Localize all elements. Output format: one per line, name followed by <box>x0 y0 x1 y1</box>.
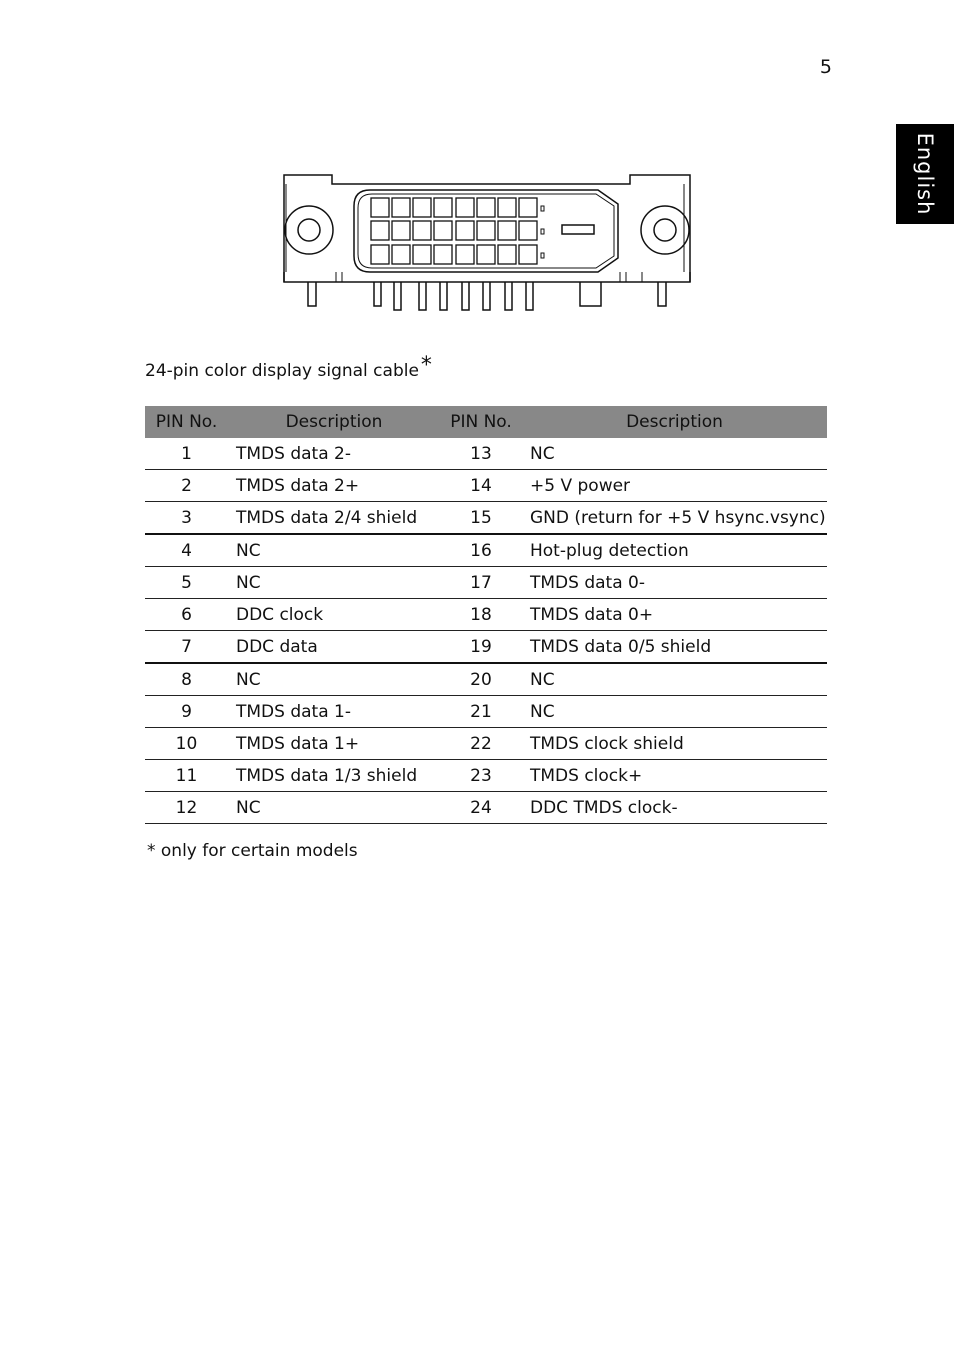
table-row <box>145 696 827 728</box>
pin-number: 22 <box>440 728 522 760</box>
pin-description: TMDS data 0/5 shield <box>522 631 827 664</box>
pin-description: NC <box>228 792 440 824</box>
pin-description: TMDS data 1/3 shield <box>228 760 440 792</box>
pin-description: TMDS data 1- <box>228 696 440 728</box>
footnote: * only for certain models <box>147 841 358 861</box>
caption-text: 24-pin color display signal cable <box>145 361 419 381</box>
pin-number: 13 <box>440 438 522 470</box>
pin-description: TMDS data 0+ <box>522 599 827 631</box>
pin-number: 14 <box>440 470 522 502</box>
table-row <box>145 567 827 599</box>
table-row <box>145 760 827 792</box>
dvi-connector-diagram <box>280 172 694 314</box>
pin-number: 11 <box>145 760 228 792</box>
pin-number: 24 <box>440 792 522 824</box>
pin-number: 6 <box>145 599 228 631</box>
table-row <box>145 599 827 631</box>
header-description-left: Description <box>228 406 440 438</box>
table-row <box>145 502 827 535</box>
pin-description: NC <box>522 663 827 696</box>
caption-asterisk: * <box>420 353 432 378</box>
pin-description: TMDS data 0- <box>522 567 827 599</box>
pin-description: +5 V power <box>522 470 827 502</box>
table-row <box>145 438 827 470</box>
pin-number: 17 <box>440 567 522 599</box>
pin-number: 18 <box>440 599 522 631</box>
pin-description: DDC clock <box>228 599 440 631</box>
table-row <box>145 534 827 567</box>
pin-number: 21 <box>440 696 522 728</box>
pin-description: TMDS data 2- <box>228 438 440 470</box>
pin-number: 5 <box>145 567 228 599</box>
pin-number: 20 <box>440 663 522 696</box>
pin-description: NC <box>228 567 440 599</box>
pin-number: 7 <box>145 631 228 664</box>
pin-number: 23 <box>440 760 522 792</box>
language-tab-label: English <box>913 132 937 216</box>
pin-number: 9 <box>145 696 228 728</box>
pin-description: TMDS data 2/4 shield <box>228 502 440 535</box>
table-row <box>145 792 827 824</box>
pin-description: DDC TMDS clock- <box>522 792 827 824</box>
pin-description: TMDS data 1+ <box>228 728 440 760</box>
pin-number: 15 <box>440 502 522 535</box>
pin-number: 2 <box>145 470 228 502</box>
table-row <box>145 663 827 696</box>
figure-caption <box>145 353 432 381</box>
pin-number: 10 <box>145 728 228 760</box>
pin-description: TMDS data 2+ <box>228 470 440 502</box>
pin-number: 3 <box>145 502 228 535</box>
pin-number: 8 <box>145 663 228 696</box>
pin-number: 19 <box>440 631 522 664</box>
pin-description: GND (return for +5 V hsync.vsync) <box>522 502 827 535</box>
header-pin-no-left: PIN No. <box>145 406 228 438</box>
table-header-row <box>145 406 827 438</box>
pin-assignment-table <box>145 406 827 824</box>
pin-number: 12 <box>145 792 228 824</box>
pin-number: 16 <box>440 534 522 567</box>
page-number: 5 <box>819 56 832 78</box>
pin-description: TMDS clock shield <box>522 728 827 760</box>
pin-number: 4 <box>145 534 228 567</box>
pin-description: NC <box>228 534 440 567</box>
pin-number: 1 <box>145 438 228 470</box>
pin-description: NC <box>522 696 827 728</box>
table-row <box>145 631 827 664</box>
pin-description: DDC data <box>228 631 440 664</box>
pin-description: TMDS clock+ <box>522 760 827 792</box>
pin-description: NC <box>522 438 827 470</box>
table-row <box>145 470 827 502</box>
header-pin-no-right: PIN No. <box>440 406 522 438</box>
language-tab <box>896 124 954 224</box>
pin-description: Hot-plug detection <box>522 534 827 567</box>
pin-description: NC <box>228 663 440 696</box>
header-description-right: Description <box>522 406 827 438</box>
table-row <box>145 728 827 760</box>
